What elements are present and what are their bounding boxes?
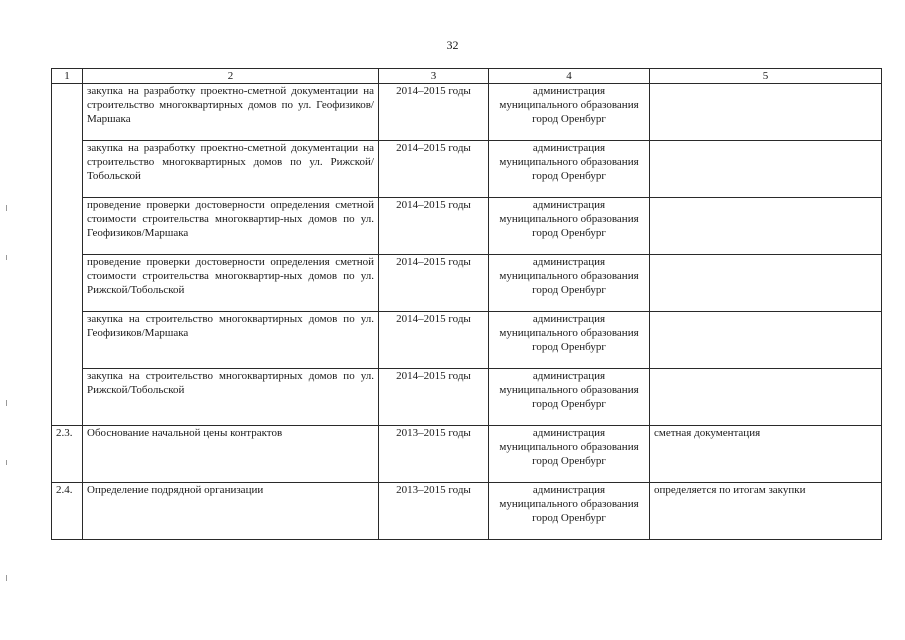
row-executor: администрация муниципального образования город Оренбург — [489, 369, 650, 426]
scan-mark — [6, 205, 7, 211]
measures-table — [51, 68, 882, 540]
table-row — [52, 84, 882, 141]
row-result — [650, 141, 882, 198]
row-description: Определение подрядной организации — [83, 483, 379, 540]
table-row — [52, 483, 882, 540]
row-period: 2014–2015 годы — [379, 84, 489, 141]
row-period: 2013–2015 годы — [379, 426, 489, 483]
page-number: 32 — [446, 38, 459, 52]
row-description: Обоснование начальной цены контрактов — [83, 426, 379, 483]
row-result — [650, 84, 882, 141]
row-period: 2014–2015 годы — [379, 141, 489, 198]
row-description: закупка на разработку проектно-сметной документации на строительство многоквартирных домов по ул. Рижской/Тобольской — [83, 141, 379, 198]
scan-mark — [6, 460, 7, 465]
row-executor: администрация муниципального образования город Оренбург — [489, 312, 650, 369]
row-description: закупка на строительство многоквартирных домов по ул. Геофизиков/Маршака — [83, 312, 379, 369]
row-executor: администрация муниципального образования город Оренбург — [489, 141, 650, 198]
table-row — [52, 426, 882, 483]
column-header: 4 — [489, 69, 650, 84]
row-result — [650, 312, 882, 369]
row-period: 2014–2015 годы — [379, 255, 489, 312]
header-row — [52, 69, 882, 84]
row-number — [52, 198, 83, 255]
row-executor: администрация муниципального образования город Оренбург — [489, 426, 650, 483]
row-result — [650, 255, 882, 312]
row-description: проведение проверки достоверности определения сметной стоимости строительства многоквартир-ных домов по ул. Геофизиков/Маршака — [83, 198, 379, 255]
row-result — [650, 198, 882, 255]
row-description: проведение проверки достоверности определения сметной стоимости строительства многоквартир-ных домов по ул. Рижской/Тобольской — [83, 255, 379, 312]
row-number — [52, 312, 83, 369]
row-result: определяется по итогам закупки — [650, 483, 882, 540]
row-number — [52, 255, 83, 312]
row-number — [52, 141, 83, 198]
row-result — [650, 369, 882, 426]
table-row — [52, 369, 882, 426]
column-header: 5 — [650, 69, 882, 84]
row-period: 2014–2015 годы — [379, 312, 489, 369]
column-header: 2 — [83, 69, 379, 84]
row-description: закупка на строительство многоквартирных домов по ул. Рижской/Тобольской — [83, 369, 379, 426]
table-row — [52, 255, 882, 312]
column-header: 3 — [379, 69, 489, 84]
row-result: сметная документация — [650, 426, 882, 483]
column-header: 1 — [52, 69, 83, 84]
row-number — [52, 369, 83, 426]
scan-mark — [6, 255, 7, 260]
row-number: 2.3. — [52, 426, 83, 483]
row-number — [52, 84, 83, 141]
row-executor: администрация муниципального образования город Оренбург — [489, 84, 650, 141]
row-executor: администрация муниципального образования город Оренбург — [489, 198, 650, 255]
table-row — [52, 312, 882, 369]
row-number: 2.4. — [52, 483, 83, 540]
row-period: 2014–2015 годы — [379, 369, 489, 426]
row-period: 2013–2015 годы — [379, 483, 489, 540]
table-row — [52, 141, 882, 198]
row-executor: администрация муниципального образования город Оренбург — [489, 255, 650, 312]
row-period: 2014–2015 годы — [379, 198, 489, 255]
table-row — [52, 198, 882, 255]
scan-mark — [6, 575, 7, 581]
row-executor: администрация муниципального образования город Оренбург — [489, 483, 650, 540]
row-description: закупка на разработку проектно-сметной документации на строительство многоквартирных домов по ул. Геофизиков/Маршака — [83, 84, 379, 141]
scan-mark — [6, 400, 7, 406]
